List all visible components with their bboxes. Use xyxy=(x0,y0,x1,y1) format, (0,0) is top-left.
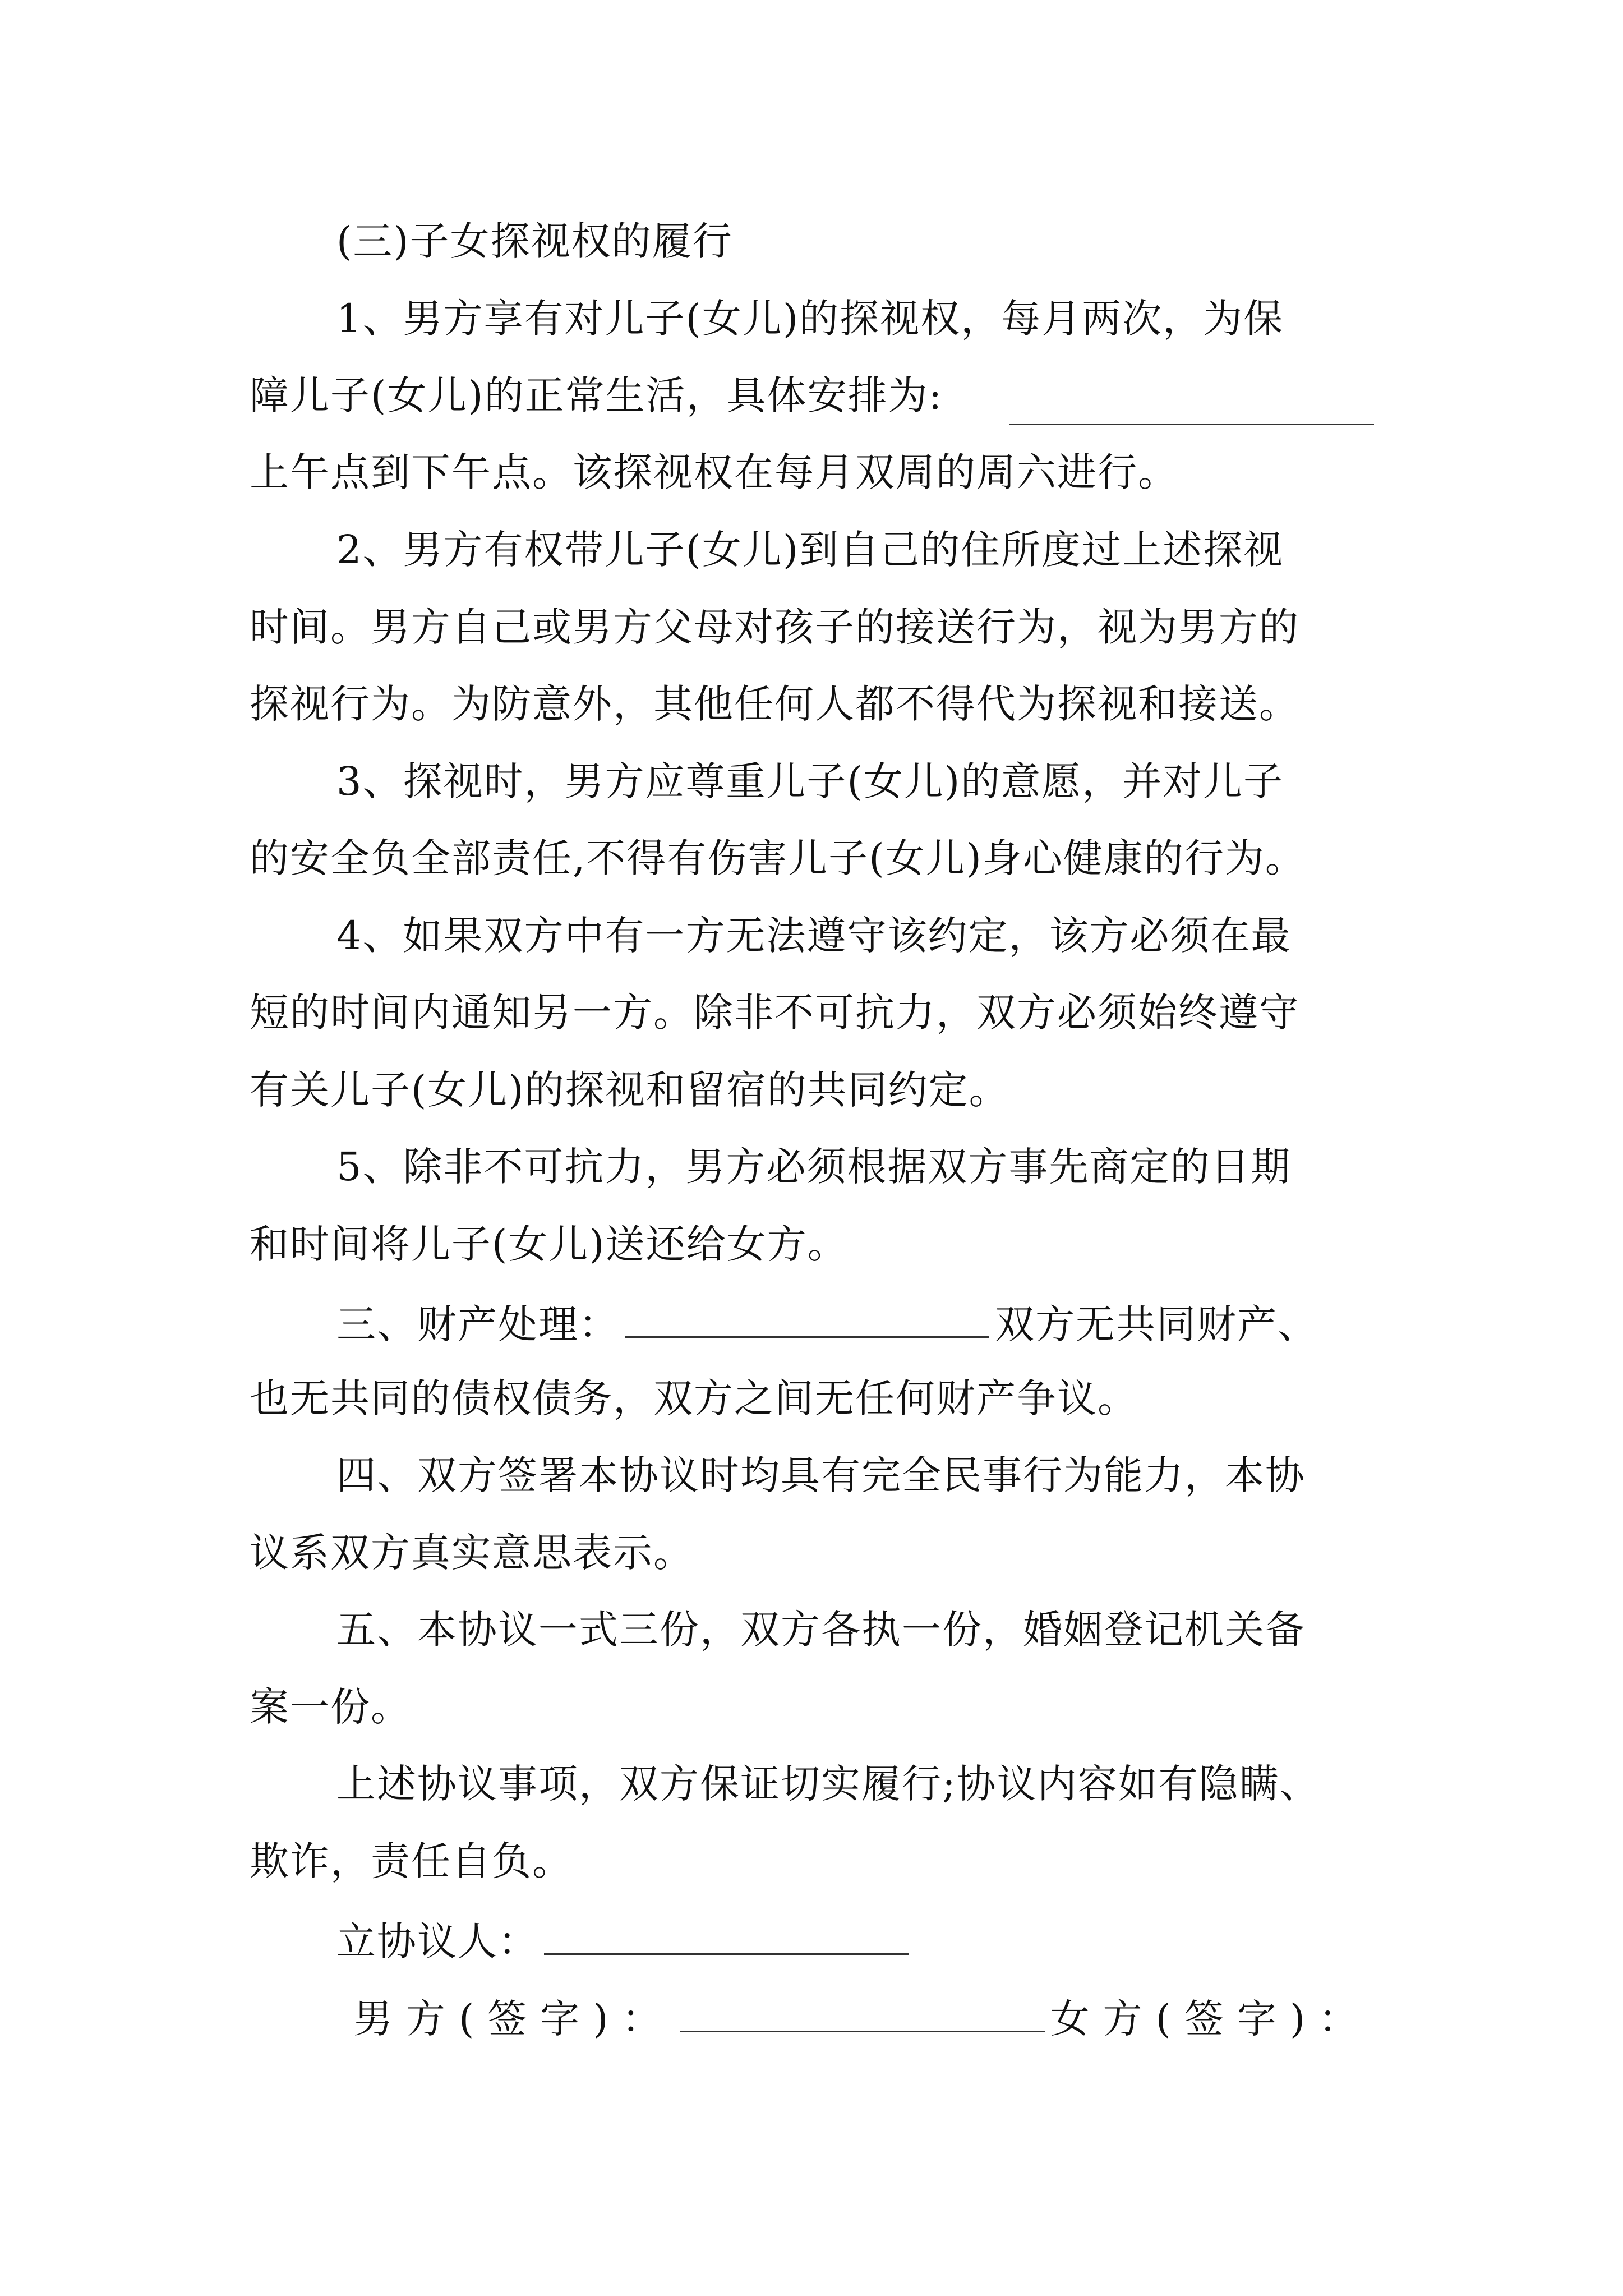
section3-prefix: 三、财产处理： xyxy=(336,1301,619,1347)
schedule-blank[interactable] xyxy=(1009,424,1374,425)
item1-line1: 1、男方享有对儿子(女儿)的探视权，每月两次，为保 xyxy=(336,296,1284,342)
item2-line3: 探视行为。为防意外，其他任何人都不得代为探视和接送。 xyxy=(250,681,1299,727)
item1-line3: 上午点到下午点。该探视权在每月双周的周六进行。 xyxy=(250,449,1178,495)
section4-line1: 四、双方签署本协议时均具有完全民事行为能力，本协 xyxy=(336,1452,1306,1498)
item5-line1: 5、除非不可抗力，男方必须根据双方事先商定的日期 xyxy=(336,1144,1292,1190)
item2-line1: 2、男方有权带儿子(女儿)到自己的住所度过上述探视 xyxy=(336,527,1284,573)
party-line xyxy=(336,1913,914,1967)
party-blank[interactable] xyxy=(544,1913,909,1955)
item3-line1: 3、探视时，男方应尊重儿子(女儿)的意愿，并对儿子 xyxy=(336,758,1284,804)
section4-line2: 议系双方真实意思表示。 xyxy=(250,1530,694,1576)
item1-line2: 障儿子(女儿)的正常生活，具体安排为: xyxy=(250,372,943,418)
section5-line2: 案一份。 xyxy=(250,1684,411,1730)
section3-line1 xyxy=(336,1296,1318,1350)
item4-line1: 4、如果双方中有一方无法遵守该约定，该方必须在最 xyxy=(336,913,1292,959)
closing-line2: 欺诈，责任自负。 xyxy=(250,1838,573,1884)
item2-line2: 时间。男方自己或男方父母对孩子的接送行为，视为男方的 xyxy=(250,604,1299,650)
female-signature-label: 女方(签字)： xyxy=(1050,1996,1372,2042)
section3-suffix: 双方无共同财产、 xyxy=(995,1301,1318,1347)
item5-line2: 和时间将儿子(女儿)送还给女方。 xyxy=(250,1221,848,1267)
party-label: 立协议人： xyxy=(336,1918,538,1964)
closing-line1: 上述协议事项，双方保证切实履行;协议内容如有隐瞒、 xyxy=(336,1761,1320,1807)
heading-visitation: (三)子女探视权的履行 xyxy=(336,218,733,264)
property-blank[interactable] xyxy=(625,1296,989,1338)
item4-line3: 有关儿子(女儿)的探视和留宿的共同约定。 xyxy=(250,1067,1009,1113)
item4-line2: 短的时间内通知另一方。除非不可抗力，双方必须始终遵守 xyxy=(250,990,1299,1036)
signature-line xyxy=(353,1990,1371,2044)
male-signature-blank[interactable] xyxy=(680,1990,1045,2032)
section3-line2: 也无共同的债权债务，双方之间无任何财产争议。 xyxy=(250,1375,1138,1421)
male-signature-label: 男方(签字)： xyxy=(353,1996,675,2042)
section5-line1: 五、本协议一式三份，双方各执一份，婚姻登记机关备 xyxy=(336,1607,1306,1653)
item3-line2: 的安全负全部责任,不得有伤害儿子(女儿)身心健康的行为。 xyxy=(250,835,1306,881)
